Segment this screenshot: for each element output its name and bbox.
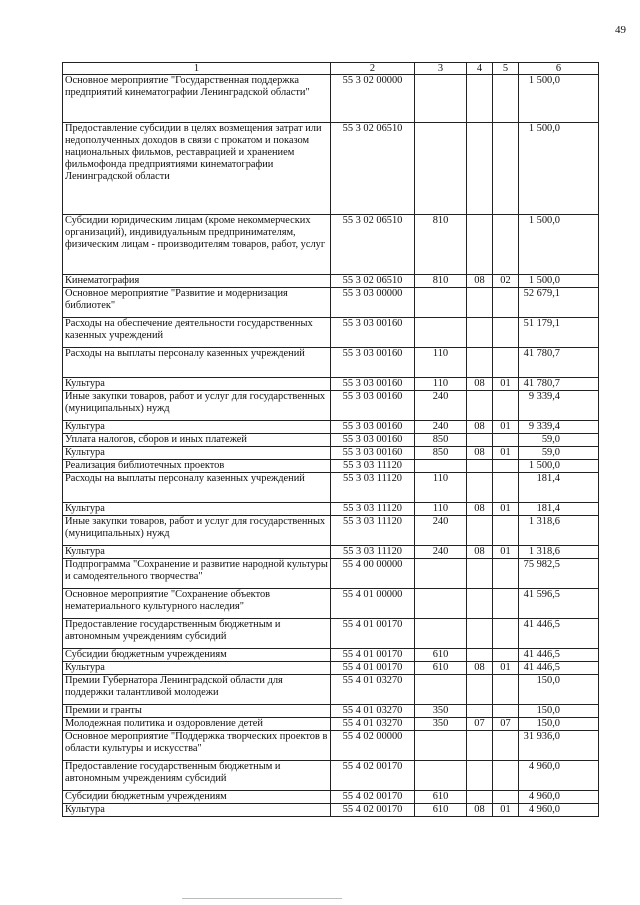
row-name: Расходы на выплаты персоналу казенных учреждений	[63, 473, 331, 503]
row-expense-type: 350	[415, 718, 467, 731]
row-section	[467, 123, 493, 215]
header-cell: 2	[331, 63, 415, 75]
row-subsection: 01	[493, 804, 519, 817]
row-subsection	[493, 215, 519, 275]
table-row	[63, 75, 599, 123]
row-expense-type: 810	[415, 215, 467, 275]
row-section	[467, 318, 493, 348]
row-code: 55 4 02 00170	[331, 761, 415, 791]
scan-artifact-line	[182, 898, 342, 899]
row-code: 55 4 01 00170	[331, 662, 415, 675]
row-code: 55 3 03 11120	[331, 546, 415, 559]
row-section	[467, 460, 493, 473]
row-expense-type: 110	[415, 473, 467, 503]
row-name: Уплата налогов, сборов и иных платежей	[63, 434, 331, 447]
row-name: Культура	[63, 447, 331, 460]
row-name: Основное мероприятие "Поддержка творческих проектов в области культуры и искусства"	[63, 731, 331, 761]
row-code: 55 4 02 00170	[331, 791, 415, 804]
row-subsection: 01	[493, 421, 519, 434]
row-section	[467, 434, 493, 447]
row-code: 55 3 03 00160	[331, 378, 415, 391]
row-subsection	[493, 649, 519, 662]
row-code: 55 4 01 00000	[331, 589, 415, 619]
row-subsection: 02	[493, 275, 519, 288]
row-subsection	[493, 731, 519, 761]
row-code: 55 3 03 00160	[331, 434, 415, 447]
budget-table	[62, 62, 599, 817]
page-number: 49	[615, 24, 626, 36]
row-amount: 181,4	[519, 503, 599, 516]
row-code: 55 3 03 11120	[331, 503, 415, 516]
row-amount: 51 179,1	[519, 318, 599, 348]
row-amount: 41 780,7	[519, 348, 599, 378]
row-subsection	[493, 460, 519, 473]
row-name: Культура	[63, 378, 331, 391]
row-subsection: 01	[493, 378, 519, 391]
row-expense-type: 240	[415, 546, 467, 559]
table-row	[63, 391, 599, 421]
header-cell: 5	[493, 63, 519, 75]
row-subsection	[493, 391, 519, 421]
row-section	[467, 288, 493, 318]
row-expense-type: 810	[415, 275, 467, 288]
table-row	[63, 619, 599, 649]
row-name: Предоставление субсидии в целях возмещения затрат или недополученных доходов в связи с прокатом и показом национальных фильмов, реставрацией и хранением фильмофонда предприятиями кинематографии Ленинградской области	[63, 123, 331, 215]
row-subsection	[493, 589, 519, 619]
row-section	[467, 619, 493, 649]
row-expense-type: 240	[415, 391, 467, 421]
row-code: 55 3 03 00160	[331, 421, 415, 434]
row-name: Субсидии бюджетным учреждениям	[63, 649, 331, 662]
row-subsection: 01	[493, 447, 519, 460]
row-code: 55 4 01 03270	[331, 675, 415, 705]
table-row	[63, 288, 599, 318]
table-row	[63, 503, 599, 516]
row-amount: 1 500,0	[519, 215, 599, 275]
row-section: 08	[467, 546, 493, 559]
row-subsection	[493, 559, 519, 589]
row-expense-type	[415, 123, 467, 215]
row-name: Основное мероприятие "Развитие и модернизация библиотек"	[63, 288, 331, 318]
row-code: 55 3 03 11120	[331, 516, 415, 546]
table-row	[63, 791, 599, 804]
table-row	[63, 731, 599, 761]
row-name: Реализация библиотечных проектов	[63, 460, 331, 473]
table-row	[63, 705, 599, 718]
row-expense-type	[415, 675, 467, 705]
row-section	[467, 516, 493, 546]
row-amount: 52 679,1	[519, 288, 599, 318]
row-section	[467, 391, 493, 421]
row-amount: 1 500,0	[519, 460, 599, 473]
header-cell: 4	[467, 63, 493, 75]
row-expense-type	[415, 559, 467, 589]
row-section: 08	[467, 421, 493, 434]
row-subsection	[493, 75, 519, 123]
row-amount: 59,0	[519, 434, 599, 447]
table-row	[63, 123, 599, 215]
row-name: Культура	[63, 421, 331, 434]
table-row	[63, 434, 599, 447]
table-row	[63, 378, 599, 391]
row-name: Иные закупки товаров, работ и услуг для государственных (муниципальных) нужд	[63, 516, 331, 546]
row-section: 08	[467, 275, 493, 288]
row-amount: 41 446,5	[519, 619, 599, 649]
row-subsection	[493, 516, 519, 546]
row-expense-type	[415, 619, 467, 649]
table-row	[63, 516, 599, 546]
row-subsection	[493, 619, 519, 649]
row-code: 55 3 02 00000	[331, 75, 415, 123]
row-subsection: 01	[493, 503, 519, 516]
row-section	[467, 731, 493, 761]
row-expense-type: 240	[415, 516, 467, 546]
row-subsection	[493, 761, 519, 791]
row-section: 08	[467, 378, 493, 391]
table-row	[63, 473, 599, 503]
row-expense-type	[415, 460, 467, 473]
row-code: 55 3 03 00000	[331, 288, 415, 318]
table-row	[63, 447, 599, 460]
table-row	[63, 546, 599, 559]
row-expense-type: 610	[415, 649, 467, 662]
row-amount: 150,0	[519, 675, 599, 705]
row-section	[467, 215, 493, 275]
row-code: 55 3 02 06510	[331, 123, 415, 215]
table-row	[63, 318, 599, 348]
row-section: 07	[467, 718, 493, 731]
row-subsection	[493, 705, 519, 718]
row-code: 55 4 00 00000	[331, 559, 415, 589]
row-name: Культура	[63, 804, 331, 817]
row-name: Кинематография	[63, 275, 331, 288]
table-row	[63, 275, 599, 288]
row-amount: 181,4	[519, 473, 599, 503]
row-amount: 41 780,7	[519, 378, 599, 391]
table-row	[63, 662, 599, 675]
row-subsection	[493, 791, 519, 804]
row-amount: 1 318,6	[519, 546, 599, 559]
row-code: 55 4 01 03270	[331, 718, 415, 731]
row-section	[467, 675, 493, 705]
row-name: Культура	[63, 662, 331, 675]
row-amount: 59,0	[519, 447, 599, 460]
row-amount: 4 960,0	[519, 761, 599, 791]
row-name: Подпрограмма "Сохранение и развитие народной культуры и самодеятельного творчества"	[63, 559, 331, 589]
row-section	[467, 649, 493, 662]
row-code: 55 3 03 00160	[331, 318, 415, 348]
row-subsection: 01	[493, 662, 519, 675]
row-expense-type	[415, 761, 467, 791]
row-expense-type	[415, 318, 467, 348]
row-code: 55 4 01 03270	[331, 705, 415, 718]
row-name: Молодежная политика и оздоровление детей	[63, 718, 331, 731]
table-row	[63, 649, 599, 662]
row-expense-type: 610	[415, 791, 467, 804]
row-amount: 1 318,6	[519, 516, 599, 546]
row-expense-type: 110	[415, 503, 467, 516]
row-section: 08	[467, 503, 493, 516]
row-name: Расходы на выплаты персоналу казенных учреждений	[63, 348, 331, 378]
row-subsection	[493, 675, 519, 705]
row-amount: 41 596,5	[519, 589, 599, 619]
row-section	[467, 473, 493, 503]
header-cell: 6	[519, 63, 599, 75]
row-expense-type: 850	[415, 447, 467, 460]
row-amount: 150,0	[519, 718, 599, 731]
header-row	[63, 63, 599, 75]
row-subsection	[493, 288, 519, 318]
row-expense-type: 350	[415, 705, 467, 718]
row-code: 55 3 02 06510	[331, 215, 415, 275]
row-name: Премии Губернатора Ленинградской области для поддержки талантливой молодежи	[63, 675, 331, 705]
table-row	[63, 804, 599, 817]
row-expense-type: 110	[415, 348, 467, 378]
table-row	[63, 675, 599, 705]
row-subsection	[493, 318, 519, 348]
row-name: Расходы на обеспечение деятельности государственных казенных учреждений	[63, 318, 331, 348]
row-amount: 150,0	[519, 705, 599, 718]
row-amount: 41 446,5	[519, 649, 599, 662]
table-row	[63, 421, 599, 434]
row-amount: 31 936,0	[519, 731, 599, 761]
row-amount: 41 446,5	[519, 662, 599, 675]
row-amount: 9 339,4	[519, 391, 599, 421]
row-section	[467, 559, 493, 589]
row-section: 08	[467, 662, 493, 675]
row-name: Иные закупки товаров, работ и услуг для государственных (муниципальных) нужд	[63, 391, 331, 421]
row-section: 08	[467, 804, 493, 817]
row-code: 55 3 02 06510	[331, 275, 415, 288]
row-amount: 1 500,0	[519, 75, 599, 123]
row-expense-type	[415, 288, 467, 318]
row-name: Предоставление государственным бюджетным и автономным учреждениям субсидий	[63, 761, 331, 791]
row-name: Культура	[63, 546, 331, 559]
table-row	[63, 761, 599, 791]
row-expense-type: 850	[415, 434, 467, 447]
row-code: 55 4 01 00170	[331, 649, 415, 662]
table-row	[63, 460, 599, 473]
table-row	[63, 718, 599, 731]
row-section	[467, 705, 493, 718]
row-amount: 4 960,0	[519, 804, 599, 817]
row-subsection	[493, 348, 519, 378]
row-section	[467, 348, 493, 378]
row-code: 55 4 01 00170	[331, 619, 415, 649]
row-name: Субсидии юридическим лицам (кроме некоммерческих организаций), индивидуальным предпринимателям, физическим лицам - производителям товаров, работ, услуг	[63, 215, 331, 275]
row-expense-type: 110	[415, 378, 467, 391]
row-amount: 1 500,0	[519, 123, 599, 215]
row-code: 55 4 02 00000	[331, 731, 415, 761]
row-subsection	[493, 123, 519, 215]
row-name: Субсидии бюджетным учреждениям	[63, 791, 331, 804]
row-code: 55 3 03 00160	[331, 391, 415, 421]
row-name: Основное мероприятие "Сохранение объектов нематериального культурного наследия"	[63, 589, 331, 619]
row-subsection	[493, 473, 519, 503]
row-section	[467, 589, 493, 619]
row-section	[467, 791, 493, 804]
row-subsection: 07	[493, 718, 519, 731]
row-amount: 4 960,0	[519, 791, 599, 804]
header-cell: 1	[63, 63, 331, 75]
table-body	[63, 63, 599, 817]
row-expense-type: 610	[415, 662, 467, 675]
row-code: 55 3 03 11120	[331, 460, 415, 473]
row-expense-type	[415, 731, 467, 761]
row-expense-type	[415, 589, 467, 619]
row-code: 55 3 03 00160	[331, 447, 415, 460]
row-expense-type: 240	[415, 421, 467, 434]
row-name: Основное мероприятие "Государственная поддержка предприятий кинематографии Ленинградской области"	[63, 75, 331, 123]
table-row	[63, 348, 599, 378]
row-name: Предоставление государственным бюджетным и автономным учреждениям субсидий	[63, 619, 331, 649]
row-amount: 75 982,5	[519, 559, 599, 589]
row-code: 55 3 03 11120	[331, 473, 415, 503]
row-subsection: 01	[493, 546, 519, 559]
row-name: Культура	[63, 503, 331, 516]
row-expense-type: 610	[415, 804, 467, 817]
row-amount: 1 500,0	[519, 275, 599, 288]
header-cell: 3	[415, 63, 467, 75]
row-amount: 9 339,4	[519, 421, 599, 434]
row-code: 55 3 03 00160	[331, 348, 415, 378]
row-subsection	[493, 434, 519, 447]
row-name: Премии и гранты	[63, 705, 331, 718]
row-section: 08	[467, 447, 493, 460]
row-section	[467, 761, 493, 791]
table-row	[63, 559, 599, 589]
row-code: 55 4 02 00170	[331, 804, 415, 817]
table-row	[63, 215, 599, 275]
row-section	[467, 75, 493, 123]
table-row	[63, 589, 599, 619]
row-expense-type	[415, 75, 467, 123]
